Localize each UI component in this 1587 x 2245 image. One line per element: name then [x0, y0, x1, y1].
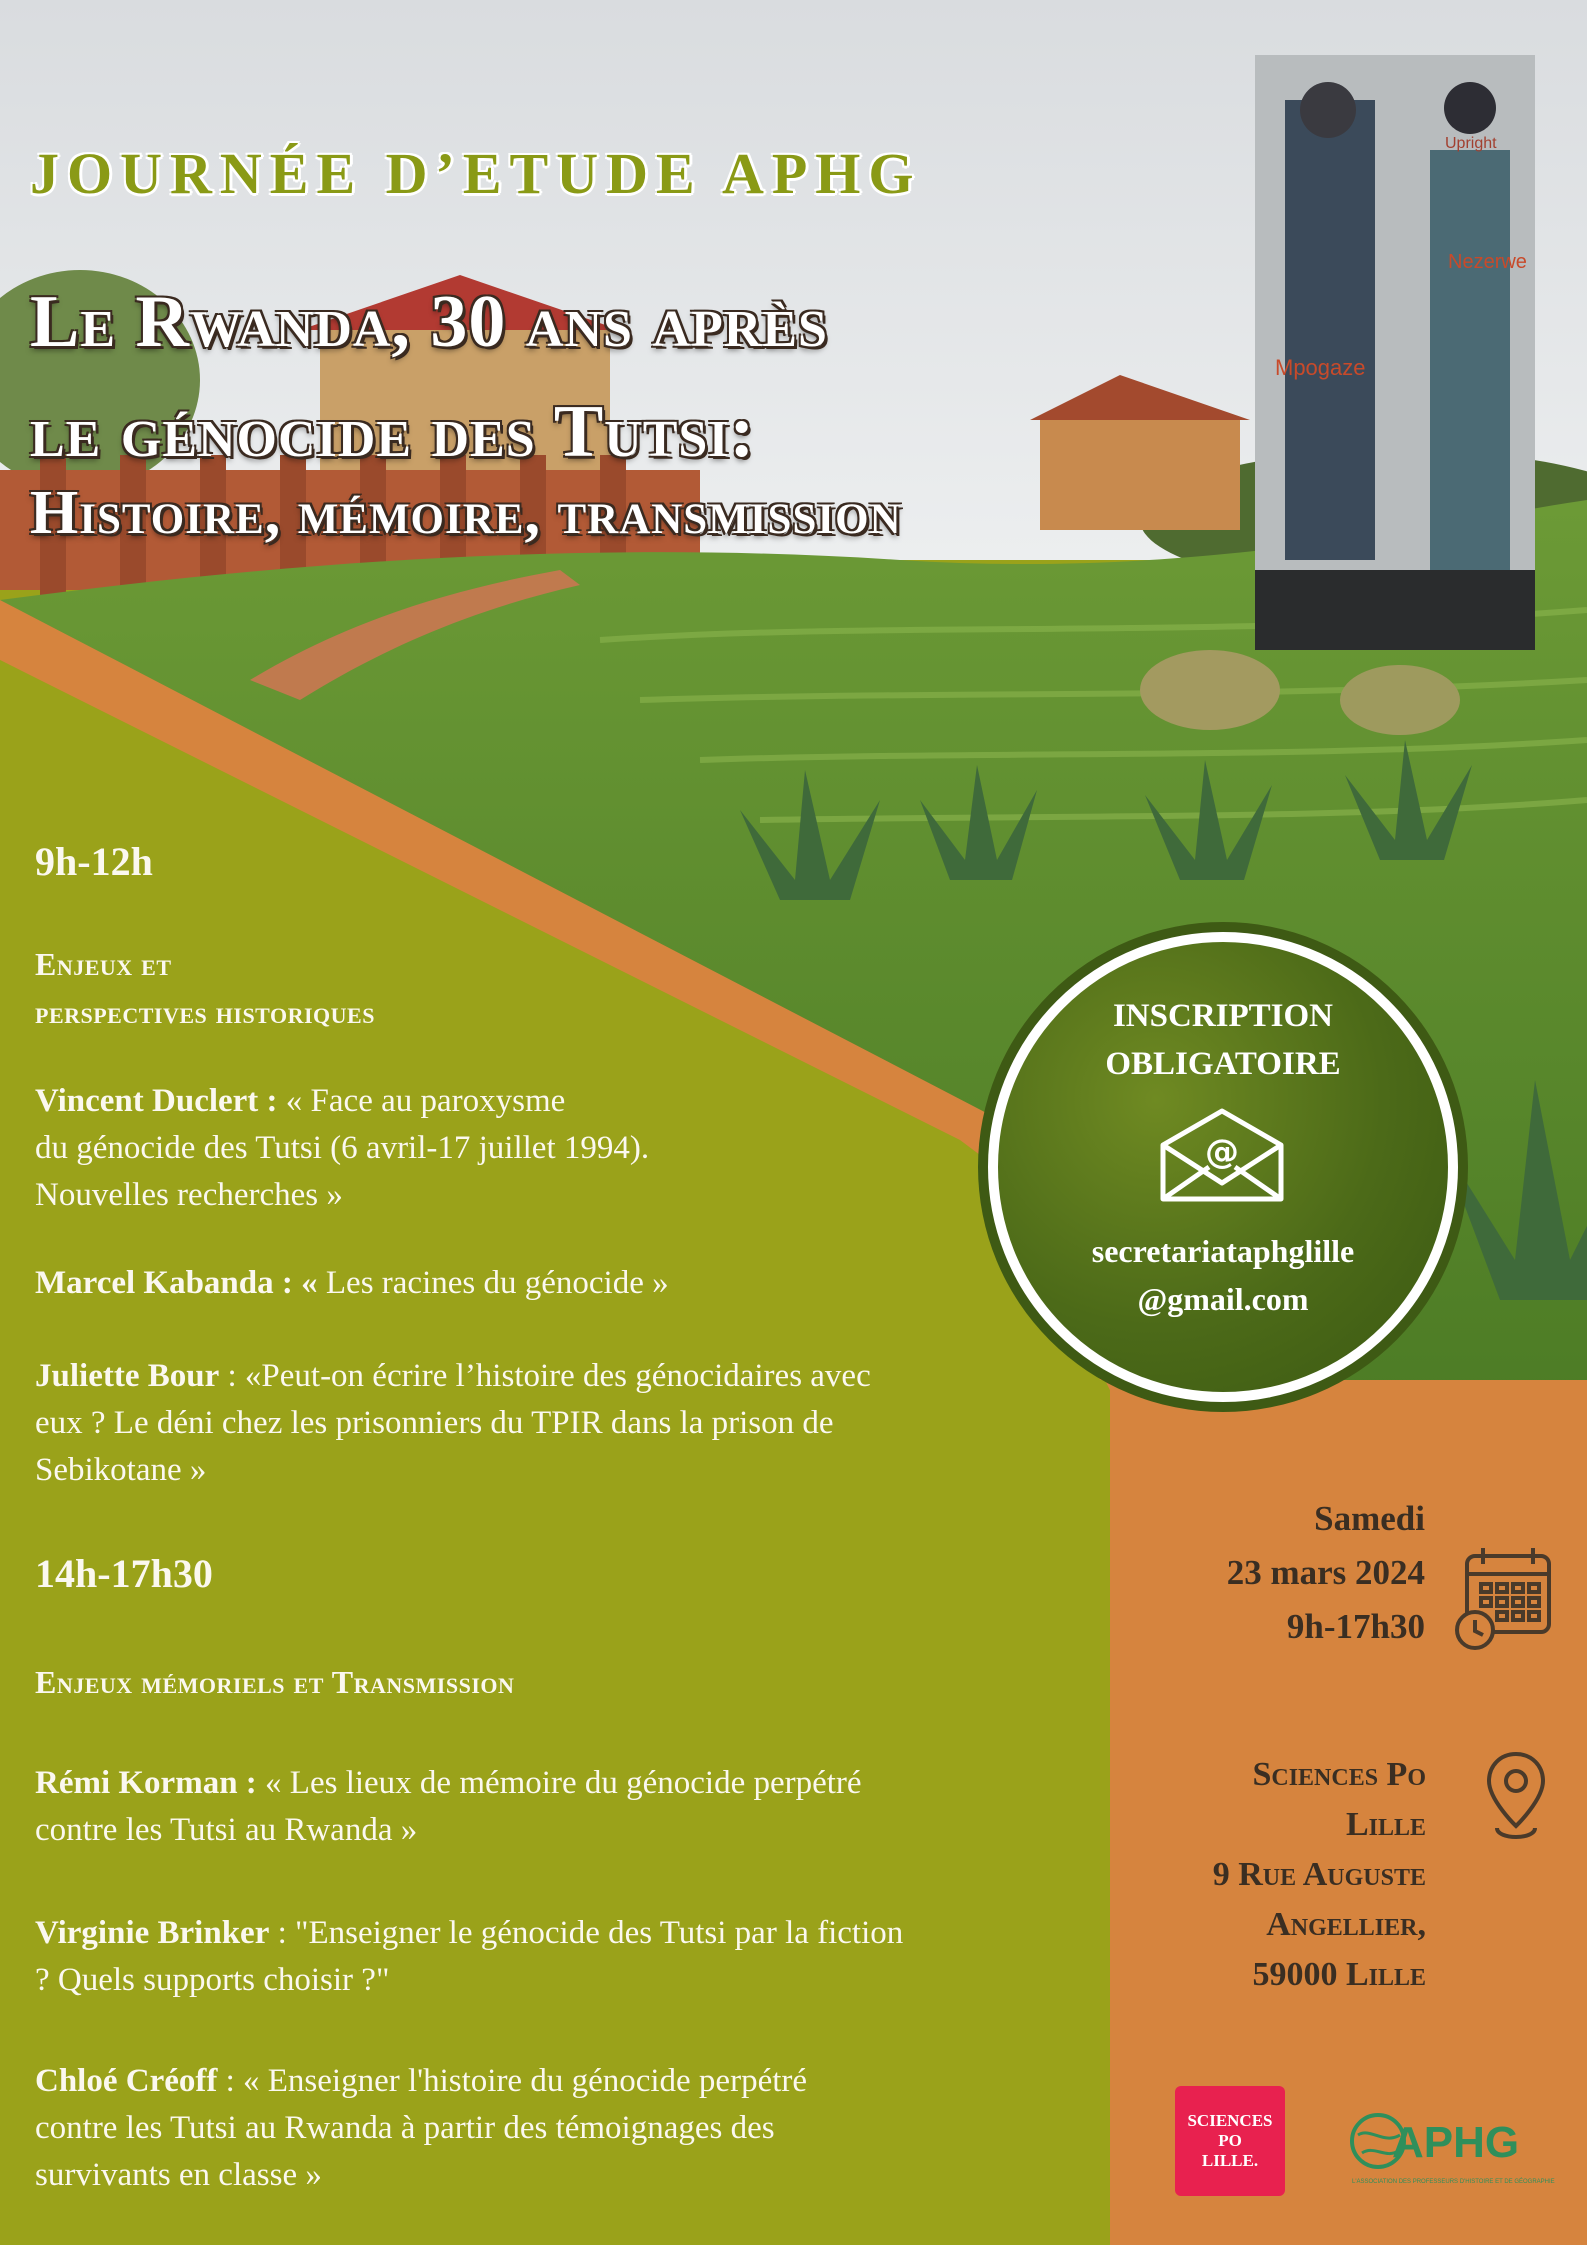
- talk-title: Sebikotane »: [35, 1452, 207, 1488]
- talk-kabanda: [35, 1260, 1095, 1307]
- speaker-name: Juliette Bour: [35, 1358, 220, 1394]
- event-venue-block: [1000, 1750, 1426, 2000]
- svg-text:Nezerwe: Nezerwe: [1448, 251, 1527, 273]
- title-line-1: Le Rwanda, 30 ans après: [30, 281, 828, 363]
- address-line1: 9 Rue Auguste: [1212, 1856, 1426, 1893]
- talk-title: eux ? Le déni chez les prisonniers du TPIR dans la prison de: [35, 1405, 834, 1441]
- email-line1: secretariataphglille: [1091, 1233, 1355, 1269]
- morning-section-line1: Enjeux et: [35, 946, 172, 982]
- envelope-at-icon: [1157, 1105, 1287, 1205]
- logo-text: SCIENCES: [1187, 2111, 1273, 2130]
- venue-city: Lille: [1345, 1806, 1426, 1843]
- registration-email[interactable]: [988, 1227, 1458, 1323]
- talk-title: « Face au paroxysme: [277, 1083, 566, 1119]
- morning-section-line2: perspectives historiques: [35, 994, 375, 1030]
- event-date-block: [1020, 1492, 1425, 1654]
- speaker-name: Virginie Brinker: [35, 1915, 270, 1951]
- talk-title: Les racines du génocide »: [317, 1265, 669, 1301]
- svg-text:@: @: [1205, 1132, 1239, 1172]
- venue-name: Sciences Po: [1252, 1756, 1426, 1793]
- registration-line2: OBLIGATOIRE: [1105, 1046, 1341, 1082]
- talk-brinker: [35, 1910, 1095, 2004]
- talk-korman: [35, 1760, 1095, 1854]
- afternoon-section-title: Enjeux mémoriels et Transmission: [35, 1664, 515, 1700]
- logo-text: PO: [1218, 2131, 1242, 2150]
- morning-section-title: [35, 940, 375, 1036]
- talk-title: contre les Tutsi au Rwanda »: [35, 1812, 418, 1848]
- talk-title: survivants en classe »: [35, 2157, 322, 2193]
- afternoon-time: 14h-17h30: [35, 1551, 213, 1596]
- registration-label: [988, 992, 1458, 1088]
- svg-text:Upright: Upright: [1445, 135, 1497, 152]
- aphg-tagline: L'ASSOCIATION DES PROFESSEURS D'HISTOIRE ET DE GÉOGRAPHIE: [1352, 2179, 1555, 2185]
- talk-title: Nouvelles recherches »: [35, 1177, 343, 1213]
- talk-title: : «Peut-on écrire l’histoire des génocidaires avec: [219, 1358, 871, 1394]
- speaker-name: Marcel Kabanda : «: [35, 1265, 318, 1301]
- talk-title: contre les Tutsi au Rwanda à partir des témoignages des: [35, 2110, 775, 2146]
- email-line2: @gmail.com: [1137, 1281, 1309, 1317]
- talk-duclert: [35, 1078, 1095, 1219]
- event-hours: 9h-17h30: [1286, 1607, 1425, 1646]
- event-day: Samedi: [1314, 1499, 1425, 1538]
- calendar-clock-icon: [1455, 1544, 1555, 1654]
- event-date: 23 mars 2024: [1226, 1553, 1425, 1592]
- talk-bour: [35, 1353, 1095, 1494]
- talk-title: : "Enseigner le génocide des Tutsi par la fiction: [269, 1915, 904, 1951]
- sciences-po-lille-logo: [1175, 2086, 1285, 2196]
- map-pin-icon: [1483, 1748, 1549, 1844]
- talk-creoff: [35, 2058, 1095, 2199]
- talk-title: : « Enseigner l'histoire du génocide perpétré: [217, 2063, 808, 2099]
- speaker-name: Vincent Duclert :: [35, 1083, 278, 1119]
- registration-line1: INSCRIPTION: [1112, 998, 1334, 1034]
- speaker-name: Rémi Korman :: [35, 1765, 257, 1801]
- title-line-2: le génocide des Tutsi:: [30, 391, 756, 473]
- title-line-3: Histoire, mémoire, transmission: [30, 479, 902, 547]
- svg-text:Mpogaze: Mpogaze: [1275, 355, 1366, 380]
- talk-title: du génocide des Tutsi (6 avril-17 juillet 1994).: [35, 1130, 650, 1166]
- aphg-wordmark: APHG: [1392, 2118, 1520, 2167]
- talk-title: « Les lieux de mémoire du génocide perpétré: [256, 1765, 862, 1801]
- address-line2: Angellier,: [1266, 1906, 1426, 1943]
- talk-title: ? Quels supports choisir ?": [35, 1962, 390, 1998]
- speaker-name: Chloé Créoff: [35, 2063, 218, 2099]
- address-line3: 59000 Lille: [1252, 1956, 1426, 1993]
- logo-text: LILLE.: [1201, 2151, 1259, 2170]
- morning-time: 9h-12h: [35, 839, 153, 884]
- aphg-logo: [1348, 2105, 1558, 2190]
- event-kicker: JOURNÉE D’ETUDE APHG: [30, 141, 922, 206]
